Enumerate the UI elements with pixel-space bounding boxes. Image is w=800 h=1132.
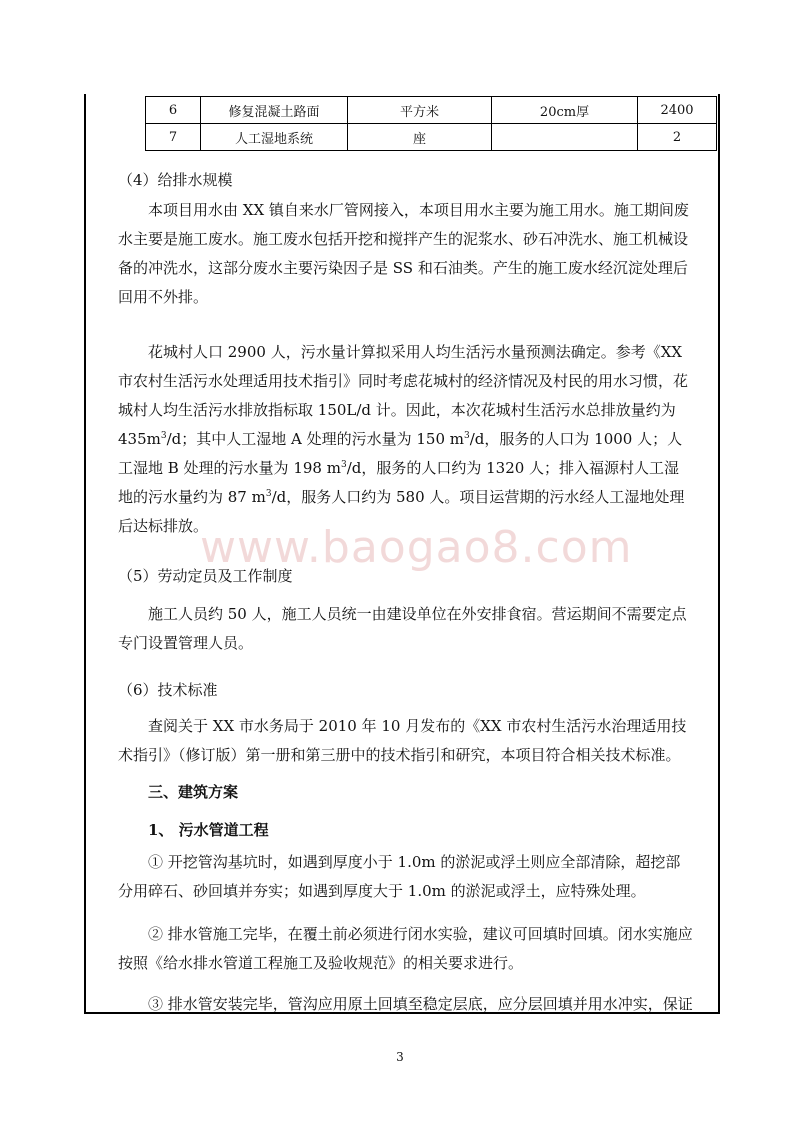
- item-quantity: 2400: [638, 97, 717, 124]
- item-name: 修复混凝土路面: [201, 97, 348, 124]
- item-unit: 平方米: [348, 97, 492, 124]
- section-heading-construction: 三、建筑方案: [148, 783, 239, 801]
- items-table: [145, 96, 717, 151]
- section-heading-standards: （6）技术标准: [118, 681, 218, 699]
- sewage-volume-paragraph: 花城村人口 2900 人，污水量计算拟采用人均生活污水量预测法确定。参考《XX 市农村生活污水处理适用技术指引》同时考虑花城村的经济情况及村民的用水习惯，花城村人均生活污水排放指标取 150L/d 计。因此，本次花城村生活污水总排放量约为 $435m^3/d$；其中人工湿地 A 处理的污水量为 150 $m^3/d$，服务的人口为 1000 人；人工湿地 B 处理的污水量为 198 $m^3/d$，服务的人口约为 1320 人；排入福源村人工湿地的污水量约为 87 $m^3/d$，服务人口约为 580 人。项目运营期的污水经人工湿地处理后达标排放。: [118, 343, 689, 535]
- item-spec: [492, 124, 638, 151]
- standards-paragraph: 查阅关于 XX 市水务局于 2010 年 10 月发布的《XX 市农村生活污水治理适用技术指引》（修订版）第一册和第三册中的技术指引和研究，本项目符合相关技术标准。: [118, 717, 687, 764]
- section-heading-water: （4）给排水规模: [118, 171, 233, 189]
- item-spec: 20cm厚: [492, 97, 638, 124]
- subsection-heading-sewer: 1、 污水管道工程: [148, 821, 269, 839]
- item-quantity: 2: [638, 124, 717, 151]
- item-unit: 座: [348, 124, 492, 151]
- page-number: 3: [396, 1050, 404, 1064]
- water-source-paragraph: 本项目用水由 XX 镇自来水厂管网接入，本项目用水主要为施工用水。施工期间废水主要是施工废水。施工废水包括开挖和搅拌产生的泥浆水、砂石冲洗水、施工机械设备的冲洗水，这部分废水主要污染因子是 SS 和石油类。产生的施工废水经沉淀处理后回用不外排。: [118, 201, 689, 306]
- table-row: [146, 124, 717, 151]
- sewer-item-1: ① 开挖管沟基坑时，如遇到厚度小于 1.0m 的淤泥或浮土则应全部清除，超挖部分用碎石、砂回填并夯实；如遇到厚度大于 1.0m 的淤泥或浮土，应特殊处理。: [118, 853, 681, 900]
- item-name: 人工湿地系统: [201, 124, 348, 151]
- staffing-paragraph: 施工人员约 50 人，施工人员统一由建设单位在外安排食宿。营运期间不需要定点专门设置管理人员。: [118, 605, 687, 652]
- watermark: www.baogao8.com: [200, 522, 633, 573]
- sewer-item-2: ② 排水管施工完毕，在覆土前必须进行闭水实验，建议可回填时回填。闭水实施应按照《给水排水管道工程施工及验收规范》的相关要求进行。: [118, 925, 693, 972]
- row-number: 7: [146, 124, 201, 151]
- row-number: 6: [146, 97, 201, 124]
- table-row: [146, 97, 717, 124]
- sewer-item-3: ③ 排水管安装完毕，管沟应用原土回填至稳定层底，应分层回填并用水冲实，保证: [148, 995, 693, 1013]
- section-heading-staffing: （5）劳动定员及工作制度: [118, 567, 293, 585]
